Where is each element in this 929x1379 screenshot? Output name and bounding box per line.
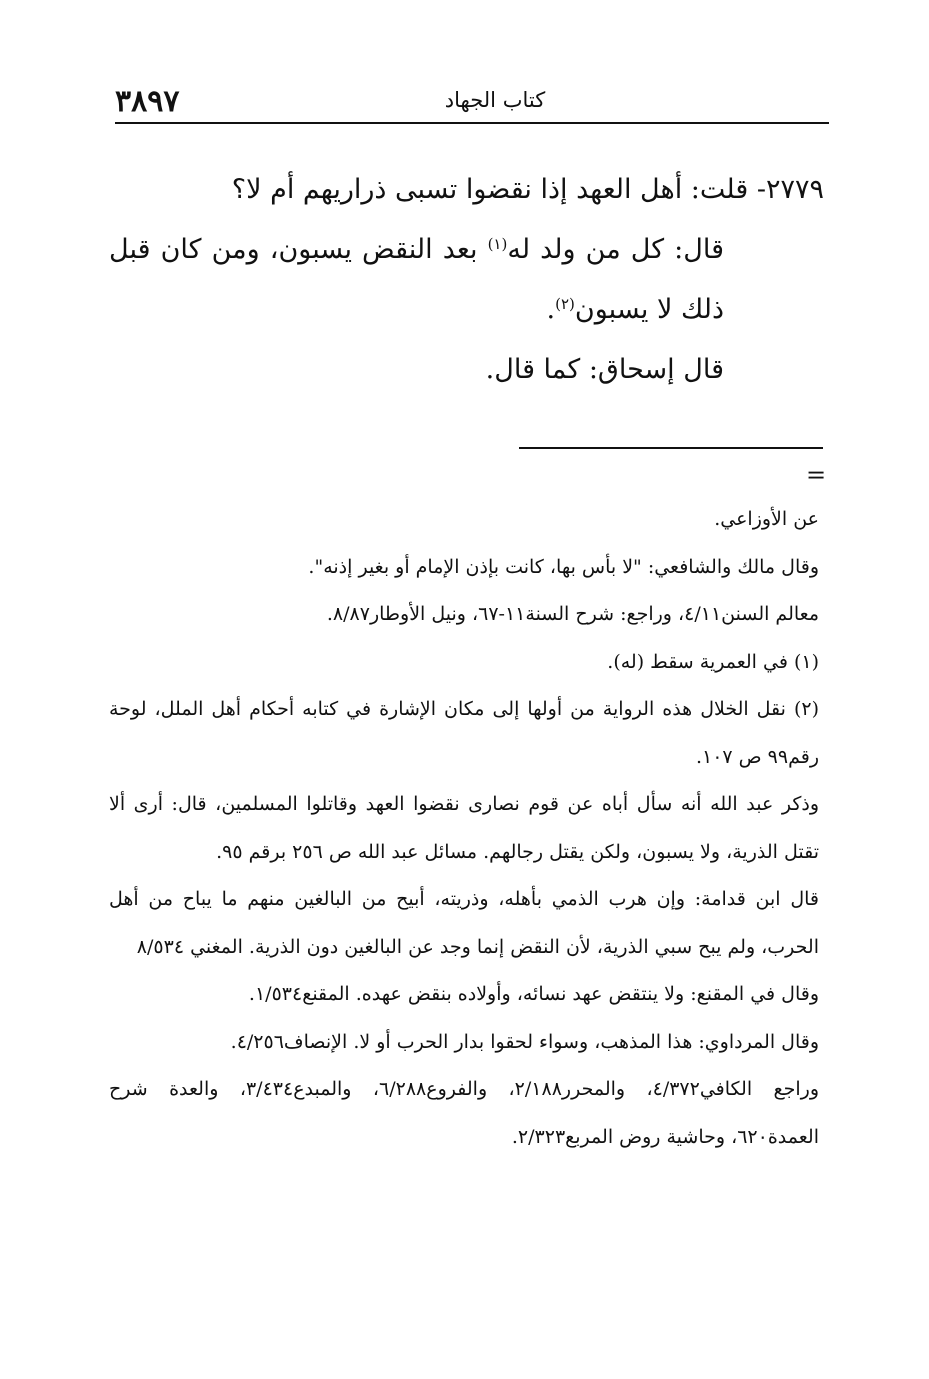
answer-middle: بعد النقض يسبون، ومن كان قبل ذلك لا يسبون — [109, 234, 724, 325]
footnote-2: (٢) نقل الخلال هذه الرواية من أولها إلى مكان الإشارة في كتابه أحكام أهل الملل، لوحة رقم٩٩ ص ١٠٧. — [109, 698, 819, 768]
footnote-line: وقال المرداوي: هذا المذهب، وسواء لحقوا بدار الحرب أو لا. الإنصاف٤/٢٥٦. — [230, 1030, 819, 1053]
footnote-line: معالم السنن٤/١١، وراجع: شرح السنة١١-٦٧، ونيل الأوطار٨/٨٧. — [326, 603, 819, 625]
footnote-line: وراجع الكافي٤/٣٧٢، والمحرر٢/١٨٨، والفروع٦/٢٨٨، والمبدع٣/٤٣٤، والعدة شرح العمدة٦٢٠، وحاشية روض المربع٢/٣٢٣. — [109, 1078, 820, 1148]
footnotes — [109, 496, 819, 1161]
footnote-ref-1: (١) — [487, 235, 508, 253]
ishaq-paragraph: قال إسحاق: كما قال. — [485, 354, 724, 385]
footnote-line: وذكر عبد الله أنه سأل أباه عن قوم نصارى نقضوا العهد وقاتلوا المسلمين، قال: أرى ألا تقتل الذرية، ولا يسبون، ولكن يقتل رجالهم. مسائل عبد الله ص ٢٥٦ برقم ٩٥. — [109, 793, 819, 863]
footnote-1: (١) في العمرية سقط (له). — [607, 650, 819, 673]
answer-paragraph — [109, 220, 824, 340]
question-paragraph: ٢٧٧٩- قلت: أهل العهد إذا نقضوا تسبى ذراريهم أم لا؟ — [231, 174, 824, 205]
footnote-line: وقال مالك والشافعي: "لا بأس بها، كانت بإذن الإمام أو بغير إذنه". — [308, 555, 819, 578]
footnote-line: وقال في المقنع: ولا ينتقض عهد نسائه، وأولاده بنقض عهده. المقنع١/٥٣٤. — [248, 983, 819, 1005]
header-rule — [115, 122, 829, 124]
running-title: كتاب الجهاد — [444, 88, 546, 112]
page-number: ٣٨٩٧ — [115, 84, 180, 119]
main-text — [109, 160, 824, 400]
footnote-ref-2: (٢) — [555, 295, 575, 313]
footnote-line: عن الأوزاعي. — [714, 508, 819, 530]
page-header — [115, 80, 825, 122]
answer-start: قال: كل من ولد له — [507, 234, 724, 265]
footnote-line: قال ابن قدامة: وإن هرب الذمي بأهله، وذريته، أبيح من البالغين منهم ما يباح من أهل الحرب، ولم يبح سبي الذرية، لأن النقض إنما وجد عن البالغين دون الذرية. المغني ٨/٥٣٤ — [109, 888, 819, 958]
continuation-mark: = — [806, 461, 827, 489]
footnote-separator — [519, 447, 823, 449]
answer-end: . — [546, 294, 556, 325]
